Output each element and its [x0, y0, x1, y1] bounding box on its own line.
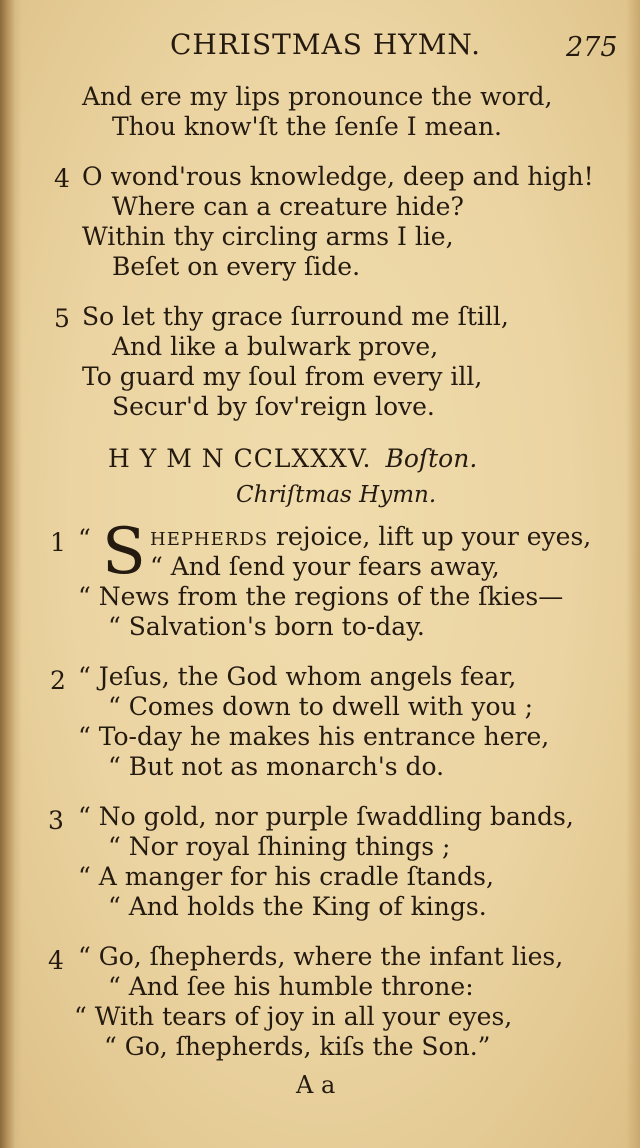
verse-line: “ Salvation's born to-day.	[108, 612, 425, 641]
verse-line: “ Comes down to dwell with you ;	[108, 692, 533, 721]
verse-line: And ere my lips pronounce the word,	[82, 82, 553, 111]
verse-line: Within thy circling arms I lie,	[82, 222, 454, 251]
book-spine-shadow	[0, 0, 22, 1148]
drop-cap: S	[102, 515, 146, 589]
stanza-number: 4	[48, 946, 64, 975]
stanza-number: 4	[54, 164, 70, 193]
verse-line: “ With tears of joy in all your eyes,	[74, 1002, 513, 1031]
open-quote: “	[78, 524, 91, 553]
verse-line: “ And ſend your fears away,	[150, 552, 500, 581]
verse-line: “ A manger for his cradle ſtands,	[78, 862, 494, 891]
verse-line	[150, 522, 591, 552]
page-number: 275	[566, 32, 618, 63]
verse-line: “ No gold, nor purple ſwaddling bands,	[78, 802, 574, 831]
verse-line: “ But not as monarch's do.	[108, 752, 445, 781]
verse-line: “ And ſee his humble throne:	[108, 972, 474, 1001]
signature-mark: A a	[296, 1071, 336, 1099]
stanza-number: 2	[50, 666, 66, 695]
verse-line: To guard my ſoul from every ill,	[82, 362, 483, 391]
verse-line: Beſet on every ſide.	[112, 252, 361, 281]
verse-line: Thou know'ſt the ſenſe I mean.	[112, 112, 503, 141]
hymn-number: H Y M N CCLXXXV.	[108, 444, 372, 473]
verse-line: “ News from the regions of the ſkies—	[78, 582, 564, 611]
tune-name: Boſton.	[385, 444, 478, 473]
stanza-number: 5	[54, 304, 70, 333]
verse-line-rest: rejoice, lift up your eyes,	[268, 522, 592, 551]
verse-line: And like a bulwark prove,	[112, 332, 439, 361]
stanza-number: 1	[50, 528, 66, 557]
verse-line: Where can a creature hide?	[112, 192, 464, 221]
verse-line: “ Nor royal ſhining things ;	[108, 832, 451, 861]
verse-line: O wond'rous knowledge, deep and high!	[82, 162, 594, 191]
verse-line: “ To-day he makes his entrance here,	[78, 722, 550, 751]
hymn-subtitle: Chriſtmas Hymn.	[236, 482, 437, 508]
running-head: CHRISTMAS HYMN.	[170, 28, 481, 61]
verse-line: “ Jeſus, the God whom angels fear,	[78, 662, 517, 691]
verse-line: So let thy grace ſurround me ſtill,	[82, 302, 509, 331]
verse-line: “ Go, ſhepherds, where the infant lies,	[78, 942, 564, 971]
stanza-number: 3	[48, 806, 64, 835]
page-edge	[626, 0, 640, 1148]
verse-line: “ Go, ſhepherds, kiſs the Son.”	[104, 1032, 491, 1061]
verse-line: “ And holds the King of kings.	[108, 892, 487, 921]
small-caps-word: hepherds	[150, 522, 269, 551]
hymn-title	[108, 444, 477, 473]
verse-line: Secur'd by ſov'reign love.	[112, 392, 435, 421]
